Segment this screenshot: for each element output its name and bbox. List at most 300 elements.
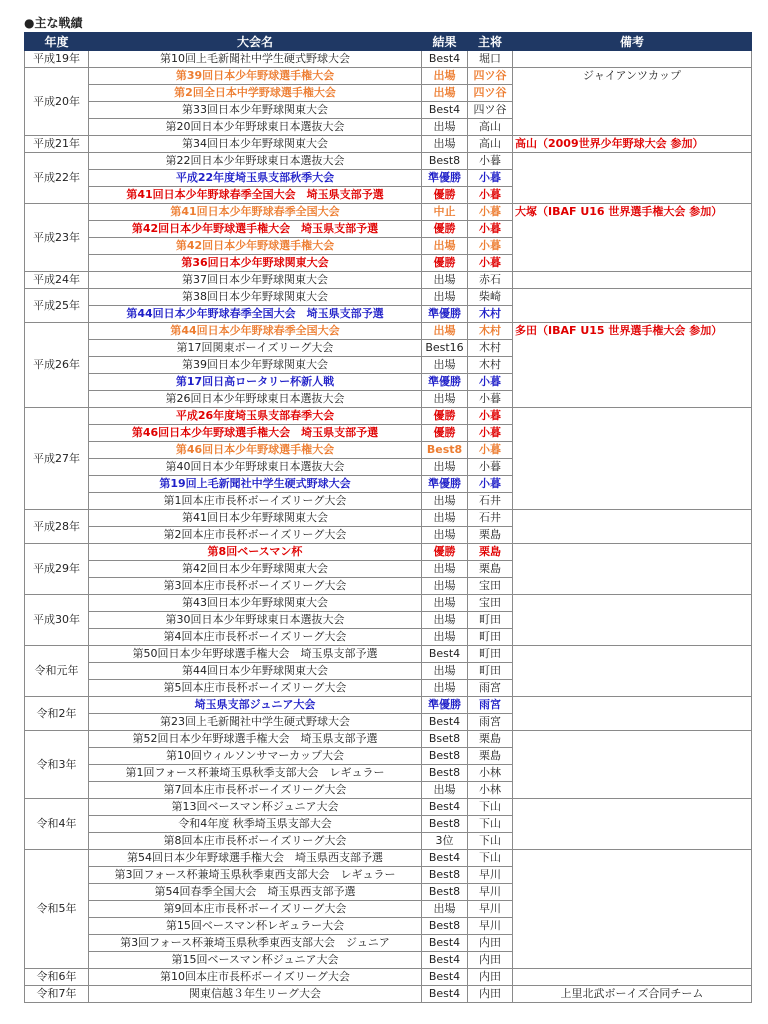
captain-cell: 早川	[468, 867, 513, 884]
tournament-cell: 第17回関東ボーイズリーグ大会	[89, 340, 422, 357]
note-cell	[513, 697, 752, 714]
year-cell: 平成25年	[25, 289, 89, 323]
note-cell	[513, 187, 752, 204]
table-row	[25, 663, 752, 680]
result-cell: Best8	[422, 748, 468, 765]
table-row	[25, 357, 752, 374]
tournament-cell: 第1回フォース杯兼埼玉県秋季支部大会 レギュラー	[89, 765, 422, 782]
result-cell: 出場	[422, 901, 468, 918]
table-row	[25, 867, 752, 884]
table-row	[25, 425, 752, 442]
note-cell	[513, 816, 752, 833]
year-cell: 平成30年	[25, 595, 89, 646]
result-cell: 出場	[422, 68, 468, 85]
captain-cell: 小暮	[468, 204, 513, 221]
tournament-cell: 第34回日本少年野球関東大会	[89, 136, 422, 153]
tournament-cell: 第39回日本少年野球選手権大会	[89, 68, 422, 85]
note-cell	[513, 357, 752, 374]
captain-cell: 石井	[468, 510, 513, 527]
year-cell: 令和4年	[25, 799, 89, 850]
result-cell: Best4	[422, 850, 468, 867]
table-row	[25, 748, 752, 765]
year-cell: 平成23年	[25, 204, 89, 272]
note-cell	[513, 408, 752, 425]
captain-cell: 小林	[468, 782, 513, 799]
tournament-cell: 第15回ベースマン杯ジュニア大会	[89, 952, 422, 969]
captain-cell: 四ツ谷	[468, 68, 513, 85]
tournament-cell: 第40回日本少年野球東日本選抜大会	[89, 459, 422, 476]
note-cell	[513, 884, 752, 901]
tournament-cell: 第1回本庄市長杯ボーイズリーグ大会	[89, 493, 422, 510]
captain-cell: 雨宮	[468, 697, 513, 714]
captain-cell: 宝田	[468, 595, 513, 612]
captain-cell: 小暮	[468, 238, 513, 255]
captain-cell: 小暮	[468, 476, 513, 493]
header-note: 備考	[513, 33, 752, 51]
note-cell	[513, 51, 752, 68]
note-cell	[513, 867, 752, 884]
tournament-cell: 平成26年度埼玉県支部春季大会	[89, 408, 422, 425]
note-cell	[513, 952, 752, 969]
tournament-cell: 第42回日本少年野球関東大会	[89, 561, 422, 578]
result-cell: Bset8	[422, 731, 468, 748]
note-cell	[513, 340, 752, 357]
captain-cell: 高山	[468, 136, 513, 153]
table-row	[25, 714, 752, 731]
note-cell	[513, 833, 752, 850]
captain-cell: 小暮	[468, 425, 513, 442]
tournament-cell: 第17回日高ロータリー杯新人戦	[89, 374, 422, 391]
tournament-cell: 第3回本庄市長杯ボーイズリーグ大会	[89, 578, 422, 595]
table-row	[25, 544, 752, 561]
table-row	[25, 391, 752, 408]
tournament-cell: 第8回ベースマン杯	[89, 544, 422, 561]
table-row	[25, 442, 752, 459]
captain-cell: 栗島	[468, 748, 513, 765]
year-cell: 令和5年	[25, 850, 89, 969]
header-result: 結果	[422, 33, 468, 51]
captain-cell: 内田	[468, 986, 513, 1003]
note-cell	[513, 238, 752, 255]
year-cell: 平成24年	[25, 272, 89, 289]
table-row	[25, 374, 752, 391]
note-cell	[513, 255, 752, 272]
table-row	[25, 68, 752, 85]
note-cell	[513, 442, 752, 459]
table-row	[25, 918, 752, 935]
table-row	[25, 935, 752, 952]
table-row	[25, 969, 752, 986]
table-row	[25, 986, 752, 1003]
tournament-cell: 第52回日本少年野球選手権大会 埼玉県支部予選	[89, 731, 422, 748]
captain-cell: 内田	[468, 952, 513, 969]
note-cell: 高山（2009世界少年野球大会 参加）	[513, 136, 752, 153]
tournament-cell: 第54回日本少年野球選手権大会 埼玉県西支部予選	[89, 850, 422, 867]
table-header-row	[25, 33, 752, 51]
result-cell: 出場	[422, 289, 468, 306]
tournament-cell: 第41回日本少年野球春季全国大会 埼玉県支部予選	[89, 187, 422, 204]
result-cell: 出場	[422, 136, 468, 153]
captain-cell: 町田	[468, 646, 513, 663]
year-cell: 平成28年	[25, 510, 89, 544]
note-cell	[513, 663, 752, 680]
year-cell: 令和元年	[25, 646, 89, 697]
captain-cell: 小暮	[468, 374, 513, 391]
note-cell	[513, 153, 752, 170]
result-cell: 準優勝	[422, 697, 468, 714]
table-row	[25, 153, 752, 170]
table-row	[25, 561, 752, 578]
year-cell: 令和7年	[25, 986, 89, 1003]
table-row	[25, 765, 752, 782]
captain-cell: 宝田	[468, 578, 513, 595]
note-cell	[513, 306, 752, 323]
table-row	[25, 289, 752, 306]
table-row	[25, 680, 752, 697]
tournament-cell: 第9回本庄市長杯ボーイズリーグ大会	[89, 901, 422, 918]
result-cell: 出場	[422, 527, 468, 544]
tournament-cell: 関東信越３年生リーグ大会	[89, 986, 422, 1003]
result-cell: Best8	[422, 442, 468, 459]
captain-cell: 小暮	[468, 187, 513, 204]
captain-cell: 木村	[468, 323, 513, 340]
record-section	[24, 14, 751, 1003]
captain-cell: 下山	[468, 799, 513, 816]
captain-cell: 木村	[468, 306, 513, 323]
header-tournament: 大会名	[89, 33, 422, 51]
captain-cell: 高山	[468, 119, 513, 136]
note-cell: 上里北武ボーイズ合同チーム	[513, 986, 752, 1003]
tournament-cell: 第38回日本少年野球関東大会	[89, 289, 422, 306]
result-cell: Best8	[422, 153, 468, 170]
captain-cell: 早川	[468, 918, 513, 935]
note-cell	[513, 102, 752, 119]
table-row	[25, 731, 752, 748]
captain-cell: 町田	[468, 629, 513, 646]
captain-cell: 小暮	[468, 153, 513, 170]
tournament-cell: 第2回全日本中学野球選手権大会	[89, 85, 422, 102]
tournament-cell: 第20回日本少年野球東日本選抜大会	[89, 119, 422, 136]
table-row	[25, 255, 752, 272]
tournament-cell: 埼玉県支部ジュニア大会	[89, 697, 422, 714]
note-cell	[513, 680, 752, 697]
tournament-cell: 第42回日本少年野球選手権大会 埼玉県支部予選	[89, 221, 422, 238]
note-cell	[513, 510, 752, 527]
captain-cell: 下山	[468, 816, 513, 833]
captain-cell: 雨宮	[468, 680, 513, 697]
year-cell: 平成19年	[25, 51, 89, 68]
note-cell	[513, 595, 752, 612]
tournament-cell: 第3回フォース杯兼埼玉県秋季東西支部大会 レギュラー	[89, 867, 422, 884]
records-table	[24, 32, 752, 1003]
result-cell: 出場	[422, 782, 468, 799]
year-cell: 平成29年	[25, 544, 89, 595]
tournament-cell: 第5回本庄市長杯ボーイズリーグ大会	[89, 680, 422, 697]
table-row	[25, 578, 752, 595]
result-cell: Best4	[422, 51, 468, 68]
note-cell	[513, 714, 752, 731]
captain-cell: 早川	[468, 884, 513, 901]
tournament-cell: 第4回本庄市長杯ボーイズリーグ大会	[89, 629, 422, 646]
tournament-cell: 第41回日本少年野球春季全国大会	[89, 204, 422, 221]
table-row	[25, 612, 752, 629]
tournament-cell: 第19回上毛新聞社中学生硬式野球大会	[89, 476, 422, 493]
captain-cell: 四ツ谷	[468, 102, 513, 119]
tournament-cell: 第46回日本少年野球選手権大会	[89, 442, 422, 459]
table-row	[25, 136, 752, 153]
result-cell: Best4	[422, 799, 468, 816]
captain-cell: 赤石	[468, 272, 513, 289]
result-cell: 3位	[422, 833, 468, 850]
tournament-cell: 第22回日本少年野球東日本選抜大会	[89, 153, 422, 170]
tournament-cell: 令和4年度 秋季埼玉県支部大会	[89, 816, 422, 833]
year-cell: 平成20年	[25, 68, 89, 136]
note-cell	[513, 765, 752, 782]
result-cell: 優勝	[422, 544, 468, 561]
result-cell: Best8	[422, 884, 468, 901]
note-cell: 大塚（IBAF U16 世界選手権大会 参加）	[513, 204, 752, 221]
result-cell: Best8	[422, 816, 468, 833]
captain-cell: 小暮	[468, 391, 513, 408]
result-cell: 出場	[422, 323, 468, 340]
captain-cell: 木村	[468, 340, 513, 357]
result-cell: Best4	[422, 952, 468, 969]
table-row	[25, 340, 752, 357]
tournament-cell: 第37回日本少年野球関東大会	[89, 272, 422, 289]
result-cell: 出場	[422, 238, 468, 255]
result-cell: Best4	[422, 969, 468, 986]
table-row	[25, 459, 752, 476]
note-cell	[513, 374, 752, 391]
tournament-cell: 第44回日本少年野球春季全国大会 埼玉県支部予選	[89, 306, 422, 323]
result-cell: Best4	[422, 646, 468, 663]
note-cell	[513, 850, 752, 867]
note-cell	[513, 629, 752, 646]
note-cell	[513, 731, 752, 748]
table-row	[25, 833, 752, 850]
note-cell	[513, 748, 752, 765]
note-cell	[513, 272, 752, 289]
tournament-cell: 第44回日本少年野球春季全国大会	[89, 323, 422, 340]
header-captain: 主将	[468, 33, 513, 51]
result-cell: 出場	[422, 578, 468, 595]
table-row	[25, 187, 752, 204]
tournament-cell: 第44回日本少年野球関東大会	[89, 663, 422, 680]
table-row	[25, 85, 752, 102]
year-cell: 平成26年	[25, 323, 89, 408]
table-row	[25, 221, 752, 238]
captain-cell: 内田	[468, 935, 513, 952]
table-row	[25, 204, 752, 221]
result-cell: 出場	[422, 85, 468, 102]
result-cell: 優勝	[422, 408, 468, 425]
tournament-cell: 第13回ベースマン杯ジュニア大会	[89, 799, 422, 816]
tournament-cell: 第10回ウィルソンサマーカップ大会	[89, 748, 422, 765]
records-body	[25, 51, 752, 1003]
result-cell: 準優勝	[422, 170, 468, 187]
table-row	[25, 323, 752, 340]
result-cell: Best8	[422, 918, 468, 935]
result-cell: 準優勝	[422, 476, 468, 493]
table-row	[25, 51, 752, 68]
table-row	[25, 816, 752, 833]
note-cell: 多田（IBAF U15 世界選手権大会 参加）	[513, 323, 752, 340]
result-cell: 出場	[422, 510, 468, 527]
note-cell	[513, 476, 752, 493]
table-row	[25, 646, 752, 663]
table-row	[25, 408, 752, 425]
note-cell	[513, 918, 752, 935]
result-cell: 出場	[422, 612, 468, 629]
tournament-cell: 第26回日本少年野球東日本選抜大会	[89, 391, 422, 408]
result-cell: 優勝	[422, 187, 468, 204]
note-cell	[513, 425, 752, 442]
captain-cell: 栗島	[468, 527, 513, 544]
table-row	[25, 884, 752, 901]
tournament-cell: 第10回上毛新聞社中学生硬式野球大会	[89, 51, 422, 68]
tournament-cell: 第46回日本少年野球選手権大会 埼玉県支部予選	[89, 425, 422, 442]
table-row	[25, 527, 752, 544]
tournament-cell: 第15回ベースマン杯レギュラー大会	[89, 918, 422, 935]
result-cell: Best16	[422, 340, 468, 357]
table-row	[25, 901, 752, 918]
table-row	[25, 595, 752, 612]
captain-cell: 栗島	[468, 544, 513, 561]
captain-cell: 柴崎	[468, 289, 513, 306]
tournament-cell: 第36回日本少年野球関東大会	[89, 255, 422, 272]
tournament-cell: 第39回日本少年野球関東大会	[89, 357, 422, 374]
year-cell: 平成27年	[25, 408, 89, 510]
result-cell: 出場	[422, 663, 468, 680]
captain-cell: 小暮	[468, 221, 513, 238]
note-cell: ジャイアンツカップ	[513, 68, 752, 85]
tournament-cell: 第43回日本少年野球関東大会	[89, 595, 422, 612]
captain-cell: 小暮	[468, 408, 513, 425]
note-cell	[513, 612, 752, 629]
table-row	[25, 170, 752, 187]
result-cell: Best4	[422, 986, 468, 1003]
note-cell	[513, 935, 752, 952]
year-cell: 平成21年	[25, 136, 89, 153]
captain-cell: 小暮	[468, 170, 513, 187]
note-cell	[513, 493, 752, 510]
table-row	[25, 272, 752, 289]
tournament-cell: 第10回本庄市長杯ボーイズリーグ大会	[89, 969, 422, 986]
tournament-cell: 第3回フォース杯兼埼玉県秋季東西支部大会 ジュニア	[89, 935, 422, 952]
table-row	[25, 102, 752, 119]
section-heading: ●主な戦績	[24, 16, 83, 30]
captain-cell: 小暮	[468, 442, 513, 459]
table-row	[25, 493, 752, 510]
tournament-cell: 第41回日本少年野球関東大会	[89, 510, 422, 527]
captain-cell: 小暮	[468, 459, 513, 476]
tournament-cell: 第54回春季全国大会 埼玉県西支部予選	[89, 884, 422, 901]
result-cell: 優勝	[422, 255, 468, 272]
result-cell: 出場	[422, 459, 468, 476]
note-cell	[513, 221, 752, 238]
result-cell: 出場	[422, 272, 468, 289]
table-row	[25, 238, 752, 255]
note-cell	[513, 782, 752, 799]
table-row	[25, 799, 752, 816]
note-cell	[513, 969, 752, 986]
result-cell: Best4	[422, 714, 468, 731]
note-cell	[513, 170, 752, 187]
captain-cell: 小林	[468, 765, 513, 782]
tournament-cell: 第2回本庄市長杯ボーイズリーグ大会	[89, 527, 422, 544]
note-cell	[513, 901, 752, 918]
table-row	[25, 850, 752, 867]
note-cell	[513, 119, 752, 136]
table-row	[25, 306, 752, 323]
captain-cell: 雨宮	[468, 714, 513, 731]
captain-cell: 堀口	[468, 51, 513, 68]
result-cell: 出場	[422, 357, 468, 374]
header-year: 年度	[25, 33, 89, 51]
tournament-cell: 平成22年度埼玉県支部秋季大会	[89, 170, 422, 187]
result-cell: 出場	[422, 680, 468, 697]
result-cell: 中止	[422, 204, 468, 221]
year-cell: 令和3年	[25, 731, 89, 799]
result-cell: Best8	[422, 867, 468, 884]
tournament-cell: 第50回日本少年野球選手権大会 埼玉県支部予選	[89, 646, 422, 663]
captain-cell: 早川	[468, 901, 513, 918]
captain-cell: 内田	[468, 969, 513, 986]
note-cell	[513, 391, 752, 408]
tournament-cell: 第30回日本少年野球東日本選抜大会	[89, 612, 422, 629]
year-cell: 令和2年	[25, 697, 89, 731]
note-cell	[513, 578, 752, 595]
result-cell: 出場	[422, 595, 468, 612]
table-row	[25, 119, 752, 136]
captain-cell: 下山	[468, 833, 513, 850]
table-row	[25, 629, 752, 646]
captain-cell: 下山	[468, 850, 513, 867]
result-cell: Best4	[422, 935, 468, 952]
tournament-cell: 第7回本庄市長杯ボーイズリーグ大会	[89, 782, 422, 799]
result-cell: Best8	[422, 765, 468, 782]
result-cell: 出場	[422, 493, 468, 510]
captain-cell: 栗島	[468, 561, 513, 578]
result-cell: 準優勝	[422, 306, 468, 323]
captain-cell: 四ツ谷	[468, 85, 513, 102]
result-cell: Best4	[422, 102, 468, 119]
year-cell: 平成22年	[25, 153, 89, 204]
note-cell	[513, 527, 752, 544]
note-cell	[513, 799, 752, 816]
captain-cell: 町田	[468, 612, 513, 629]
note-cell	[513, 85, 752, 102]
tournament-cell: 第8回本庄市長杯ボーイズリーグ大会	[89, 833, 422, 850]
table-row	[25, 476, 752, 493]
table-row	[25, 510, 752, 527]
captain-cell: 小暮	[468, 255, 513, 272]
table-row	[25, 952, 752, 969]
note-cell	[513, 544, 752, 561]
note-cell	[513, 561, 752, 578]
result-cell: 準優勝	[422, 374, 468, 391]
captain-cell: 栗島	[468, 731, 513, 748]
result-cell: 出場	[422, 561, 468, 578]
result-cell: 優勝	[422, 425, 468, 442]
table-row	[25, 782, 752, 799]
year-cell: 令和6年	[25, 969, 89, 986]
note-cell	[513, 459, 752, 476]
captain-cell: 町田	[468, 663, 513, 680]
table-row	[25, 697, 752, 714]
result-cell: 出場	[422, 119, 468, 136]
tournament-cell: 第23回上毛新聞社中学生硬式野球大会	[89, 714, 422, 731]
